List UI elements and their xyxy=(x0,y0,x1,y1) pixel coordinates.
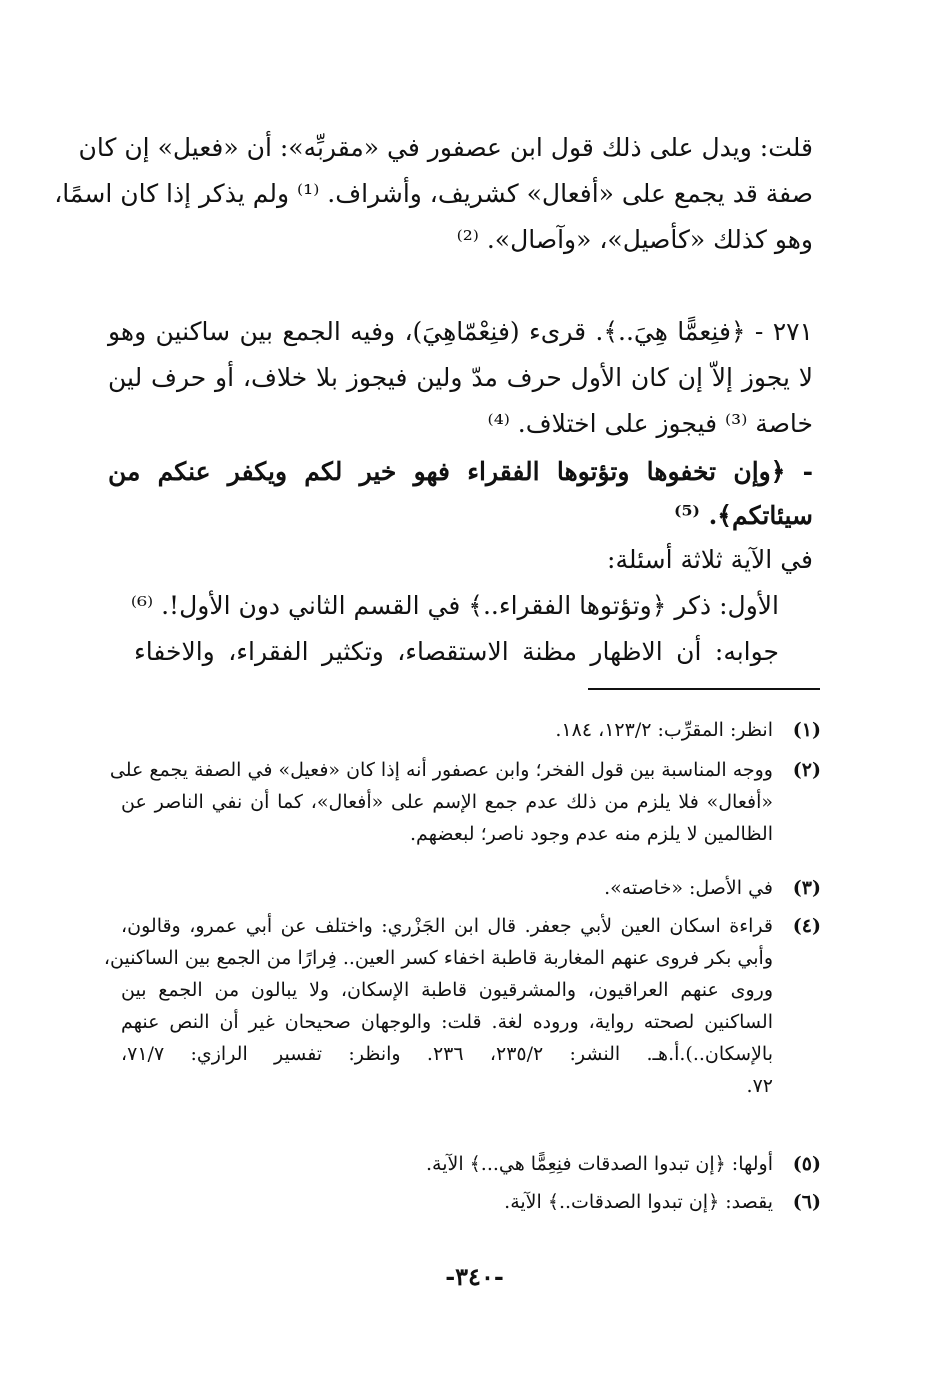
verse-heading-line: - ﴿وإن تخفوها وتؤتوها الفقراء فهو خير لكم ويكفر عنكم من xyxy=(108,457,813,486)
footnote xyxy=(103,910,821,1102)
footnote xyxy=(109,754,821,850)
footnote-number: (٤) xyxy=(792,915,821,937)
body-text-line: وهو كذلك «كأصيل»، «وآصال». ⁽²⁾ xyxy=(456,225,813,254)
page-number: -٣٤٠- xyxy=(445,1262,504,1291)
footnote-line: يقصد: ﴿إن تبدوا الصدقات..﴾ الآية. xyxy=(504,1191,773,1213)
footnote xyxy=(121,714,821,746)
footnote-line: ٧٢. xyxy=(746,1075,773,1097)
footnote-number: (٣) xyxy=(792,877,821,899)
body-text-line: قلت: ويدل على ذلك قول ابن عصفور في «مقربِّه»: أن «فعيل» إن كان xyxy=(78,133,813,162)
footnote-line: أولها: ﴿إن تبدوا الصدقات فنِعِمًّا هي...﴾ الآية. xyxy=(425,1153,773,1175)
questions-intro: في الآية ثلاثة أسئلة: xyxy=(607,545,813,574)
footnote-line: الساكنين لصحته رواية، وروده لغة. قلت: والوجهان صحيحان غير أن النص عنهم xyxy=(121,1011,773,1033)
footnote-line: في الأصل: «خاصته». xyxy=(604,877,773,899)
footnote xyxy=(121,1186,821,1218)
footnote-line: ووجه المناسبة بين قول الفخر؛ وابن عصفور أنه إذا كان «فعيل» في الصفة يجمع على xyxy=(109,759,773,781)
footnote-line: بالإسكان..).أ.هـ. النشر: ٢٣٥/٢، ٢٣٦. وانظر: تفسير الرازي: ٧١/٧، xyxy=(121,1043,773,1065)
footnote-line: الظالمين لا يلزم منه عدم وجود ناصر؛ لبعضهم. xyxy=(409,823,773,845)
footnote-line: «أفعال» فلا يلزم من ذلك عدم جمع الإسم على «أفعال»، كما أن نفي الناصر عن xyxy=(121,791,773,813)
question-line: الأول: ذكر ﴿وتؤتوها الفقراء..﴾ في القسم الثاني دون الأول!. ⁽⁶⁾ xyxy=(130,591,779,620)
footnote-number: (٦) xyxy=(792,1191,821,1213)
footnote-separator xyxy=(588,688,820,690)
footnote-number: (٥) xyxy=(792,1153,821,1175)
verse-entry-line: ٢٧١ - ﴿فنِعمًّا هِيَ..﴾. قرىء (فنِعْمّاهِيَ)، وفيه الجمع بين ساكنين وهو xyxy=(108,317,813,346)
footnote xyxy=(121,872,821,904)
footnote-line: قراءة اسكان العين لأبي جعفر. قال ابن الجَزْري: واختلف عن أبي عمرو، وقالون، xyxy=(121,915,773,937)
footnote-line: انظر: المقرِّب: ١٢٣/٢، ١٨٤. xyxy=(555,719,773,741)
footnote xyxy=(121,1148,821,1180)
footnote-number: (١) xyxy=(792,719,821,741)
body-text-line: صفة قد يجمع على «أفعال» كشريف، وأشراف. ⁽¹⁾ ولم يذكر إذا كان اسمًا، xyxy=(54,179,813,208)
footnote-number: (٢) xyxy=(792,759,821,781)
verse-heading-line: سيئاتكم﴾. ⁽⁵⁾ xyxy=(674,501,813,530)
body-text-line: لا يجوز إلاّ إن كان الأول حرف مدّ ولين فيجوز بلا خلاف، أو حرف لين xyxy=(108,363,813,392)
footnote-line: وأبي بكر فروى عنهم المغاربة قاطبة اخفاء كسر العين.. فِرارًا من الجمع بين الساكنين، xyxy=(103,947,773,969)
body-text-line: خاصة ⁽³⁾ فيجوز على اختلاف. ⁽⁴⁾ xyxy=(487,409,813,438)
footnote-line: وروى عنهم العراقيون، والمشرقيون قاطبة الإسكان، ولا يبالون من الجمع بين xyxy=(121,979,773,1001)
answer-line: جوابه: أن الاظهار مظنة الاستقصاء، وتكثير الفقراء، والاخفاء xyxy=(134,637,779,666)
